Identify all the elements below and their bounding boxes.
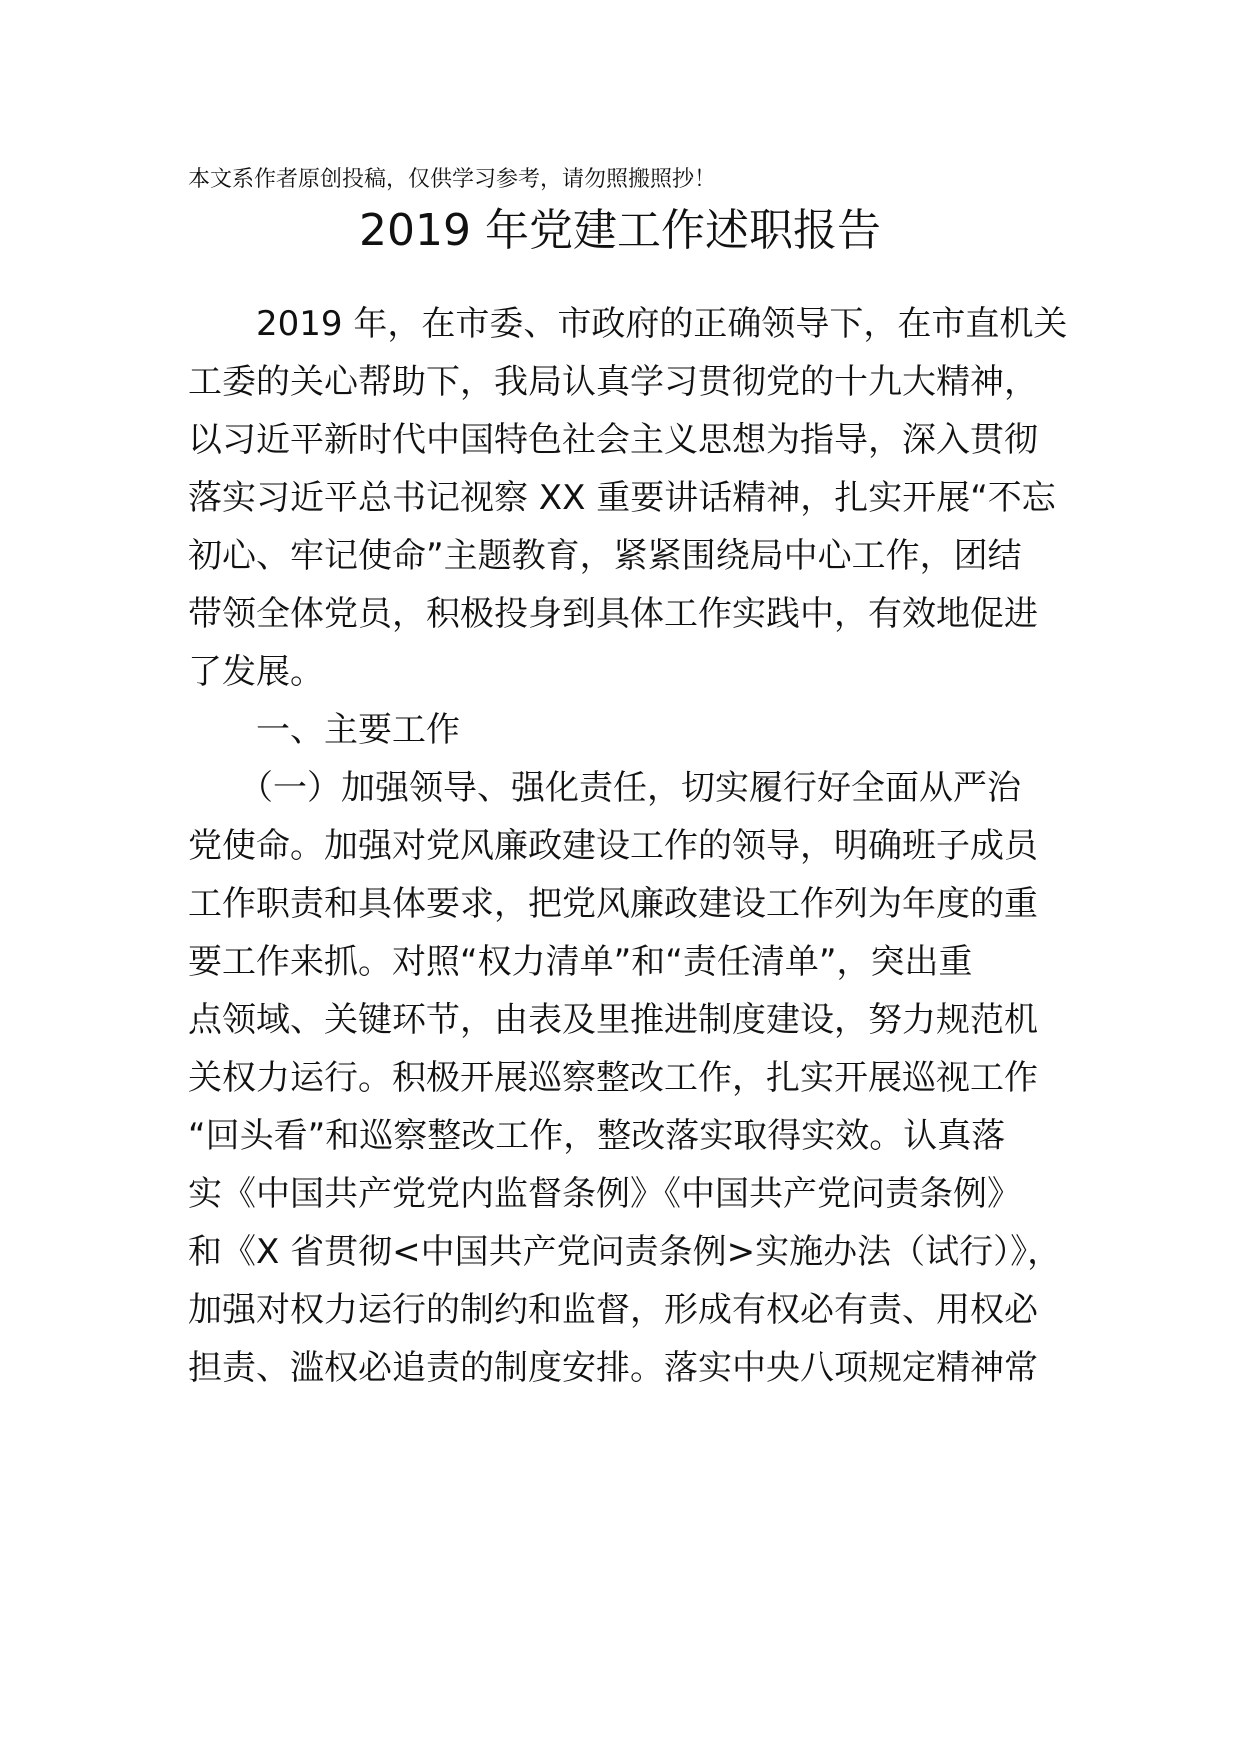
section-heading: 一、主要工作 [188, 710, 460, 750]
paragraph-line: （一）加强领导、强化责任，切实履行好全面从严治 [188, 768, 1021, 808]
paragraph-line: 带领全体党员，积极投身到具体工作实践中，有效地促进 [188, 594, 1038, 634]
paragraph-line: 了发展。 [188, 652, 324, 692]
paragraph-line: 和《X 省贯彻<中国共产党问责条例>实施办法（试行）》， [188, 1232, 1062, 1272]
paragraph-line: 工委的关心帮助下，我局认真学习贯彻党的十九大精神， [188, 362, 1038, 402]
paragraph-line: 加强对权力运行的制约和监督，形成有权必有责、用权必 [188, 1290, 1038, 1330]
paragraph-line: 落实习近平总书记视察 XX 重要讲话精神，扎实开展“不忘 [188, 478, 1056, 518]
paragraph-line: 关权力运行。积极开展巡察整改工作，扎实开展巡视工作 [188, 1058, 1038, 1098]
document-title: 2019 年党建工作述职报告 [359, 205, 881, 256]
paragraph-line: 初心、牢记使命”主题教育，紧紧围绕局中心工作，团结 [188, 536, 1022, 576]
paragraph-line: 担责、滥权必追责的制度安排。落实中央八项规定精神常 [188, 1348, 1038, 1388]
paragraph-line: 以习近平新时代中国特色社会主义思想为指导，深入贯彻 [188, 420, 1038, 460]
paragraph-line: 要工作来抓。对照“权力清单”和“责任清单”，突出重 [188, 942, 973, 982]
copyright-notice: 本文系作者原创投稿，仅供学习参考，请勿照搬照抄！ [188, 167, 717, 192]
paragraph-line: “回头看”和巡察整改工作，整改落实取得实效。认真落 [188, 1116, 1006, 1156]
paragraph-line: 工作职责和具体要求，把党风廉政建设工作列为年度的重 [188, 884, 1038, 924]
paragraph-line: 2019 年，在市委、市政府的正确领导下，在市直机关 [188, 304, 1068, 344]
paragraph-line: 党使命。加强对党风廉政建设工作的领导，明确班子成员 [188, 826, 1038, 866]
paragraph-line: 点领域、关键环节，由表及里推进制度建设，努力规范机 [188, 1000, 1038, 1040]
paragraph-line: 实《中国共产党党内监督条例》《中国共产党问责条例》 [188, 1174, 1021, 1214]
